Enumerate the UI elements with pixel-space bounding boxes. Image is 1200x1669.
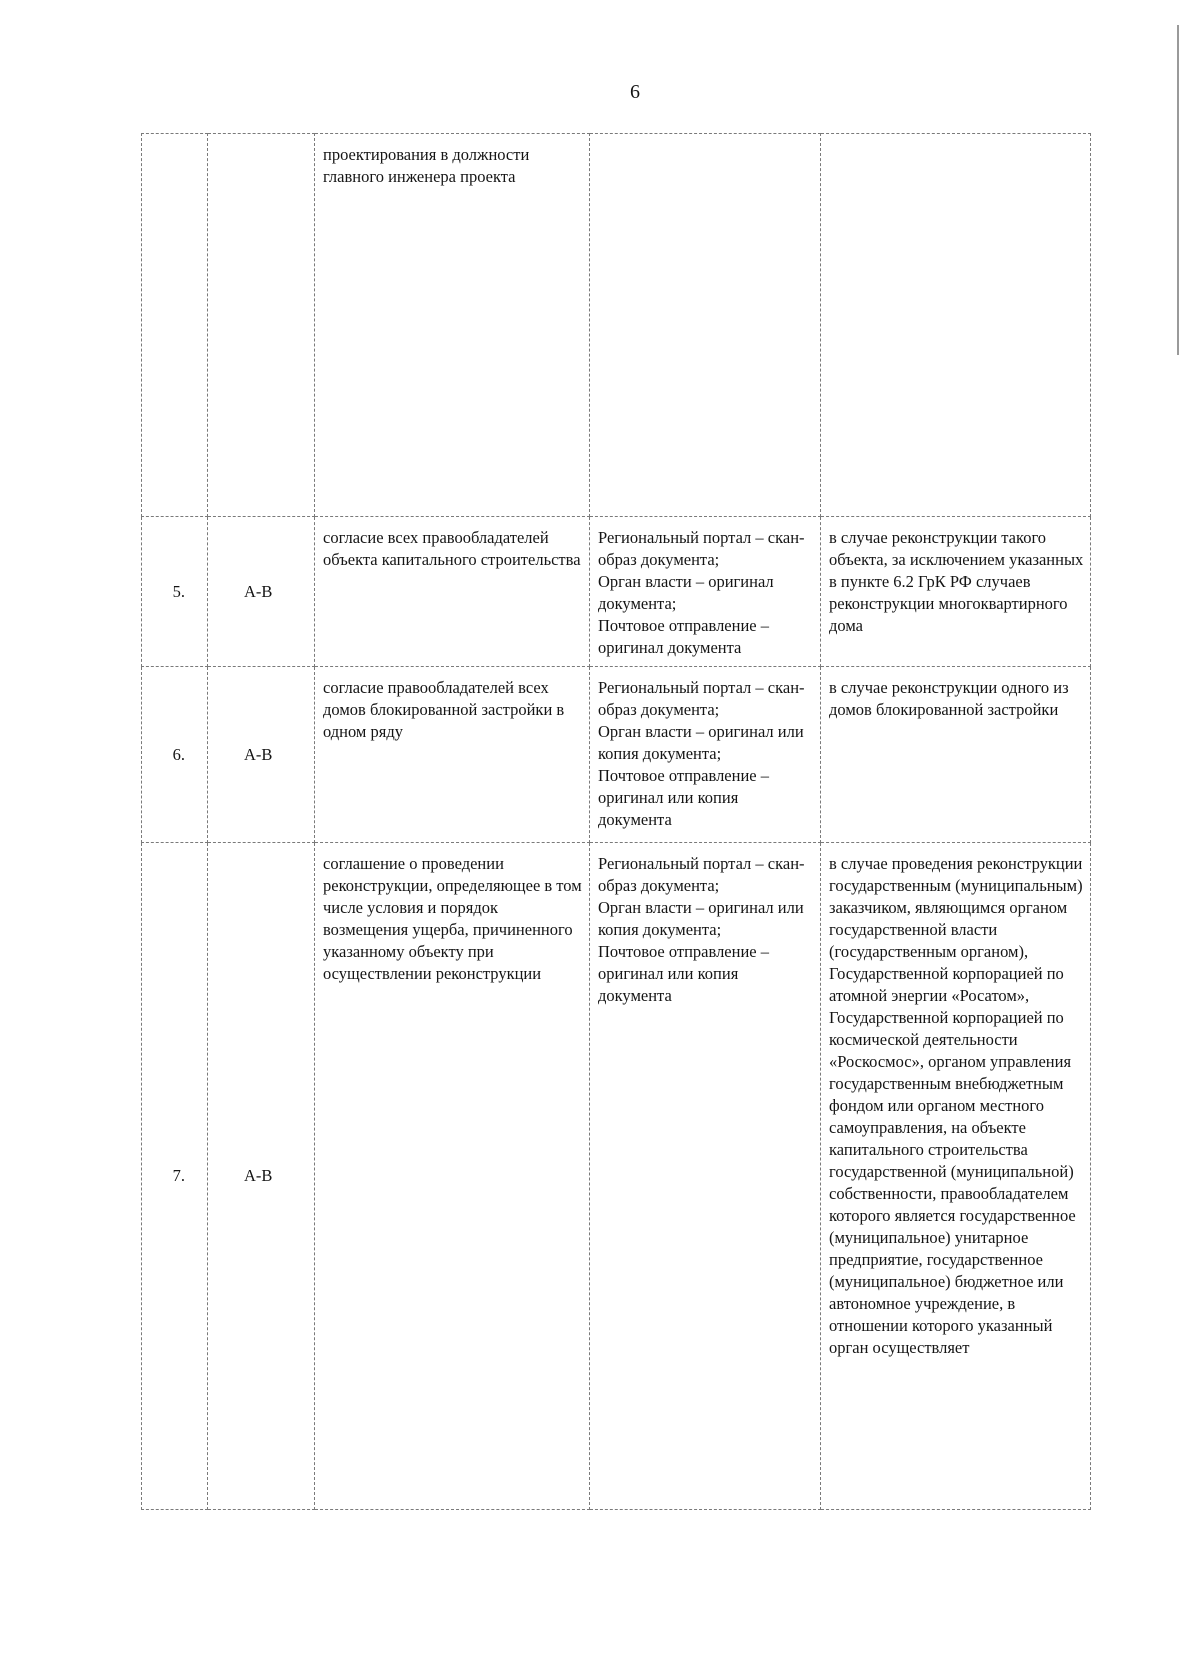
requirements-table [141,133,1091,1510]
condition-cell [821,134,1091,517]
submission-method-cell: Региональный портал – скан-образ документа; Орган власти – оригинал документа; Почтовое отправление – оригинал документа [590,517,821,667]
document-cell: согласие правообладателей всех домов блокированной застройки в одном ряду [315,667,590,843]
document-cell: соглашение о проведении реконструкции, определяющее в том числе условия и порядок возмещения ущерба, причиненного указанному объекту при осуществлении реконструкции [315,843,590,1510]
row-number-cell: 6. [142,667,208,843]
page-number: 6 [630,81,640,103]
document-cell: согласие всех правообладателей объекта капитального строительства [315,517,590,667]
submission-method-cell [590,134,821,517]
table-row [142,667,1091,843]
document-cell: проектирования в должности главного инженера проекта [315,134,590,517]
condition-cell: в случае проведения реконструкции государственным (муниципальным) заказчиком, являющимся органом государственной власти (государственным органом), Государственной корпорацией по атомной энергии «Росатом», Государственной корпорацией по космической деятельности «Роскосмос», органом управления государственным внебюджетным фондом или органом местного самоуправления, на объекте капитального строительства государственной (муниципальной) собственности, правообладателем которого является государственное (муниципальное) унитарное предприятие, государственное (муниципальное) бюджетное или автономное учреждение, в отношении которого указанный орган осуществляет [821,843,1091,1510]
row-category-cell: А-В [208,517,315,667]
scan-edge-line [1177,25,1179,355]
table-row [142,517,1091,667]
row-category-cell: А-В [208,843,315,1510]
row-category-cell: А-В [208,667,315,843]
condition-cell: в случае реконструкции одного из домов блокированной застройки [821,667,1091,843]
row-number-cell: 7. [142,843,208,1510]
table-row [142,134,1091,517]
row-number-cell [142,134,208,517]
submission-method-cell: Региональный портал – скан-образ документа; Орган власти – оригинал или копия документа; Почтовое отправление – оригинал или копия документа [590,843,821,1510]
condition-cell: в случае реконструкции такого объекта, за исключением указанных в пункте 6.2 ГрК РФ случаев реконструкции многоквартирного дома [821,517,1091,667]
submission-method-cell: Региональный портал – скан-образ документа; Орган власти – оригинал или копия документа; Почтовое отправление – оригинал или копия документа [590,667,821,843]
row-category-cell [208,134,315,517]
table-row [142,843,1091,1510]
row-number-cell: 5. [142,517,208,667]
